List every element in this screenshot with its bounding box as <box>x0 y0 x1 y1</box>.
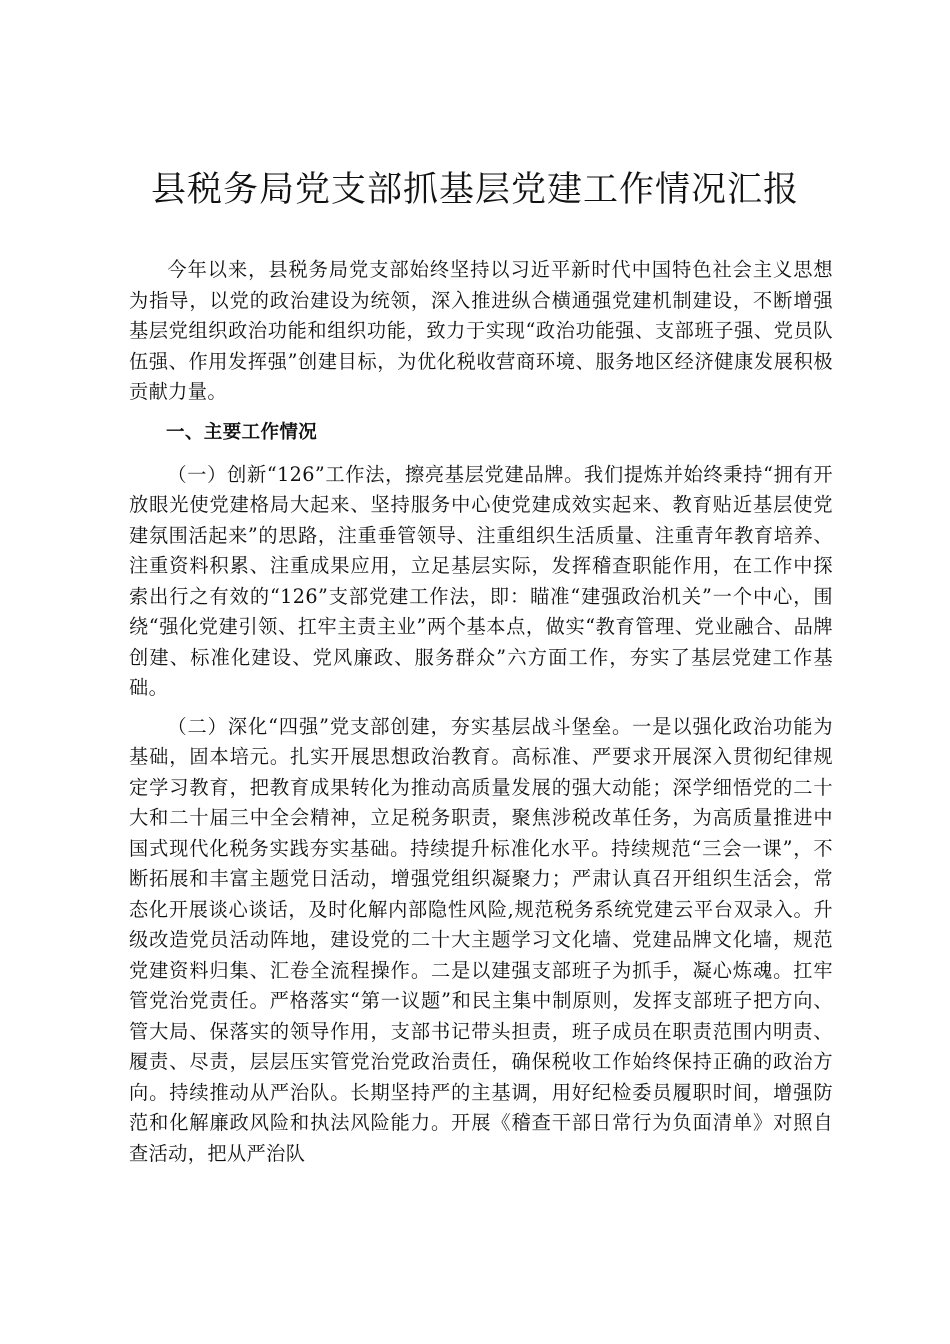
document-body <box>129 255 833 1169</box>
paragraph-126-method: （一）创新“126”工作法，擦亮基层党建品牌。我们提炼并始终秉持“拥有开放眼光使党建格局大起来、坚持服务中心使党建成效实起来、教育贴近基层使党建氛围活起来”的思路，注重垂管领导、注重组织生活质量、注重青年教育培养、注重资料积累、注重成果应用，立足基层实际，发挥稽查职能作用，在工作中探索出行之有效的“126”支部党建工作法，即：瞄准“建强政治机关”一个中心，围绕“强化党建引领、扛牢主责主业”两个基本点，做实“教育管理、党业融合、品牌创建、标准化建设、党风廉政、服务群众”六方面工作，夯实了基层党建工作基础。 <box>129 462 833 699</box>
document-title: 县税务局党支部抓基层党建工作情况汇报 <box>150 170 799 210</box>
section-heading-main-work: 一、主要工作情况 <box>166 421 318 443</box>
paragraph-four-strong: （二）深化“四强”党支部创建，夯实基层战斗堡垒。一是以强化政治功能为基础，固本培元。扎实开展思想政治教育。高标准、严要求开展深入贯彻纪律规定学习教育，把教育成果转化为推动高质量发展的强大动能；深学细悟党的二十大和二十届三中全会精神，立足税务职责，聚焦涉税改革任务，为高质量推进中国式现代化税务实践夯实基础。持续提升标准化水平。持续规范“三会一课”，不断拓展和丰富主题党日活动，增强党组织凝聚力；严肃认真召开组织生活会，常态化开展谈心谈话，及时化解内部隐性风险,规范税务系统党建云平台双录入。升级改造党员活动阵地，建设党的二十大主题学习文化墙、党建品牌文化墙，规范党建资料归集、汇卷全流程操作。二是以建强支部班子为抓手，凝心炼魂。扛牢管党治党责任。严格落实“第一议题”和民主集中制原则，发挥支部班子把方向、管大局、保落实的领导作用，支部书记带头担责，班子成员在职责范围内明责、履责、尽责，层层压实管党治党政治责任，确保税收工作始终保持正确的政治方向。持续推动从严治队。长期坚持严的主基调，用好纪检委员履职时间，增强防范和化解廉政风险和执法风险能力。开展《稽查干部日常行为负面清单》对照自查活动，把从严治队 <box>129 714 833 1165</box>
intro-paragraph: 今年以来，县税务局党支部始终坚持以习近平新时代中国特色社会主义思想为指导，以党的政治建设为统领，深入推进纵合横通强党建机制建设，不断增强基层党组织政治功能和组织功能，致力于实现“政治功能强、支部班子强、党员队伍强、作用发挥强”创建目标，为优化税收营商环境、服务地区经济健康发展积极贡献力量。 <box>129 258 833 403</box>
